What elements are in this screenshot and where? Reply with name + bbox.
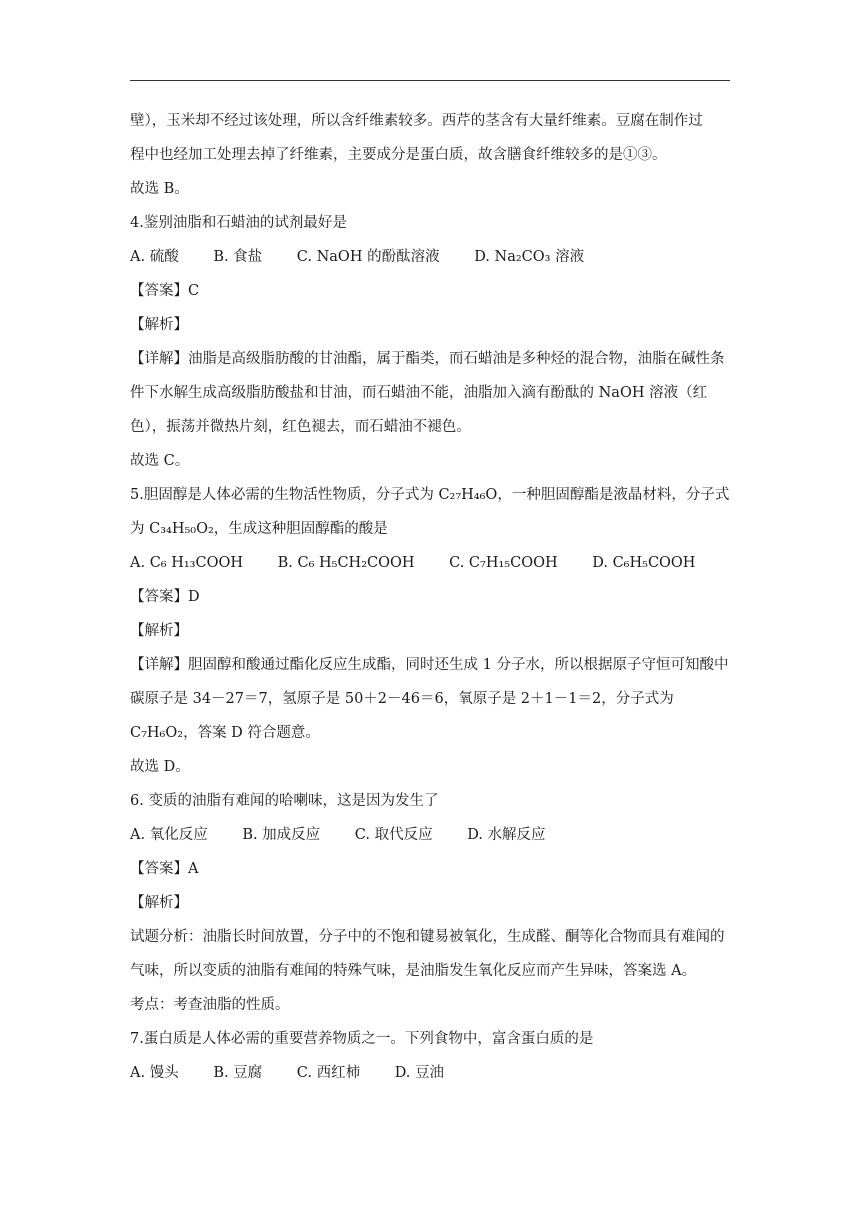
- option-b: B. 豆腐: [213, 1065, 263, 1081]
- text-line: 故选 B。: [130, 181, 189, 197]
- option-d: D. C₆H₅COOH: [592, 555, 696, 571]
- explanation-paragraph: 试题分析：油脂长时间放置，分子中的不饱和键易被氧化，生成醛、酮等化合物而具有难闻的气味，所以变质的油脂有难闻的特殊气味，是油脂发生氧化反应而产生异味，答案选 A。: [130, 929, 725, 979]
- option-b: B. 加成反应: [242, 827, 321, 843]
- question-7-stem: 7.蛋白质是人体必需的重要营养物质之一。下列食物中，富含蛋白质的是: [130, 1031, 594, 1047]
- option-a: A. 硫酸: [130, 249, 179, 265]
- question-7-options: [130, 1056, 730, 1090]
- option-a: A. C₆ H₁₃COOH: [130, 555, 243, 571]
- header-rule: [130, 80, 730, 81]
- option-c: C. 西红柿: [296, 1065, 361, 1081]
- question-6-stem: 6. 变质的油脂有难闻的哈喇味，这是因为发生了: [130, 793, 439, 809]
- analysis-label: 【解析】: [130, 895, 188, 911]
- option-b: B. C₆ H₅CH₂COOH: [277, 555, 415, 571]
- analysis-label: 【解析】: [130, 317, 188, 333]
- option-d: D. 豆油: [394, 1065, 445, 1081]
- question-5-stem: 5.胆固醇是人体必需的生物活性物质，分子式为 C₂₇H₄₆O，一种胆固醇酯是液晶材料，分子式为 C₃₄H₅₀O₂，生成这种胆固醇酯的酸是: [130, 487, 730, 537]
- answer-label: 【答案】D: [130, 589, 200, 605]
- choice-conclusion: 故选 D。: [130, 759, 190, 775]
- option-c: C. NaOH 的酚酞溶液: [296, 249, 440, 265]
- answer-label: 【答案】C: [130, 283, 200, 299]
- question-4-options: [130, 240, 730, 274]
- option-a: A. 馒头: [130, 1065, 179, 1081]
- document-body: [130, 104, 730, 1090]
- explanation-paragraph: 【详解】油脂是高级脂肪酸的甘油酯，属于酯类，而石蜡油是多种烃的混合物，油脂在碱性条件下水解生成高级脂肪酸盐和甘油，而石蜡油不能，油脂加入滴有酚酞的 NaOH 溶液（红色），振荡并微热片刻，红色褪去，而石蜡油不褪色。: [130, 351, 725, 435]
- analysis-label: 【解析】: [130, 623, 188, 639]
- question-6-options: [130, 818, 730, 852]
- text-line: 壁），玉米却不经过该处理，所以含纤维素较多。西芹的茎含有大量纤维素。豆腐在制作过: [130, 113, 703, 129]
- text-line: 程中也经加工处理去掉了纤维素，主要成分是蛋白质，故含膳食纤维较多的是①③。: [130, 147, 667, 163]
- option-c: C. C₇H₁₅COOH: [449, 555, 558, 571]
- question-4-stem: 4.鉴别油脂和石蜡油的试剂最好是: [130, 215, 347, 231]
- question-5-options: [130, 546, 730, 580]
- explanation-paragraph: 【详解】胆固醇和酸通过酯化反应生成酯，同时还生成 1 分子水，所以根据原子守恒可知酸中碳原子是 34－27＝7，氢原子是 50＋2－46＝6，氧原子是 2＋1－1＝2，分子式为 C₇H₆O₂，答案 D 符合题意。: [130, 657, 729, 741]
- choice-conclusion: 故选 C。: [130, 453, 190, 469]
- answer-label: 【答案】A: [130, 861, 199, 877]
- option-c: C. 取代反应: [354, 827, 433, 843]
- option-b: B. 食盐: [213, 249, 263, 265]
- option-d: D. Na₂CO₃ 溶液: [474, 249, 585, 265]
- option-d: D. 水解反应: [467, 827, 546, 843]
- option-a: A. 氧化反应: [130, 827, 208, 843]
- exam-point: 考点：考查油脂的性质。: [130, 997, 290, 1013]
